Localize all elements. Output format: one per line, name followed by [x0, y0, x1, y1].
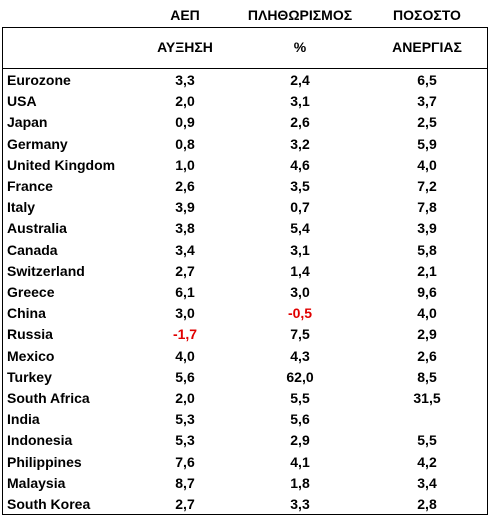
country-name: China	[7, 305, 46, 322]
unemployment-value: 5,8	[417, 241, 437, 258]
inflation-value: 5,5	[290, 390, 310, 406]
country-name: Greece	[7, 284, 55, 300]
unemployment-value: 4,0	[417, 305, 437, 322]
table-row	[0, 367, 491, 388]
table-row	[0, 282, 491, 303]
table-row	[0, 388, 491, 409]
country-name: Turkey	[7, 368, 52, 385]
header-inflation-top: ΠΛΗΘΩΡΙΣΜΟΣ	[247, 7, 353, 23]
country-name: Indonesia	[7, 432, 73, 449]
table-row	[0, 134, 491, 155]
inflation-value: 3,0	[290, 284, 310, 300]
country-name: Malaysia	[7, 474, 66, 491]
unemployment-value: 8,5	[417, 368, 437, 385]
country-name: India	[7, 411, 40, 428]
gdp-growth-value: 4,0	[175, 347, 195, 364]
unemployment-value: 5,5	[417, 432, 437, 449]
country-name: Japan	[7, 114, 48, 131]
unemployment-value: 7,2	[417, 178, 437, 194]
table-row	[0, 324, 491, 345]
gdp-growth-value: 2,7	[175, 262, 195, 279]
unemployment-value: 5,9	[417, 135, 437, 152]
gdp-growth-value: 5,6	[175, 368, 195, 385]
header-unemployment-top: ΠΟΣΟΣΤΟ	[393, 7, 461, 23]
unemployment-value: 2,6	[417, 347, 437, 364]
unemployment-value: 9,6	[417, 284, 437, 300]
table-row	[0, 346, 491, 367]
country-name: Russia	[7, 326, 53, 343]
inflation-value: -0,5	[287, 305, 313, 322]
inflation-value: 2,4	[290, 72, 310, 88]
inflation-value: 1,8	[290, 474, 310, 491]
gdp-growth-value: 7,6	[175, 453, 195, 470]
unemployment-value: 2,5	[417, 114, 437, 131]
gdp-growth-value: -1,7	[172, 326, 198, 343]
unemployment-value: 2,8	[417, 496, 437, 512]
inflation-value: 62,0	[286, 368, 314, 385]
unemployment-value: 6,5	[417, 72, 437, 88]
table-row	[0, 112, 491, 133]
inflation-value: 0,7	[290, 199, 310, 216]
table-row	[0, 303, 491, 324]
inflation-value: 5,4	[290, 220, 310, 237]
gdp-growth-value: 3,9	[175, 199, 195, 216]
unemployment-value: 3,9	[417, 220, 437, 237]
table-row	[0, 197, 491, 218]
table-row	[0, 176, 491, 197]
gdp-growth-value: 8,7	[175, 474, 195, 491]
gdp-growth-value: 6,1	[175, 284, 195, 300]
unemployment-value: 31,5	[413, 390, 441, 406]
country-name: United Kingdom	[7, 156, 116, 173]
table-row	[0, 218, 491, 239]
inflation-value: 3,1	[290, 93, 310, 110]
country-name: Canada	[7, 241, 58, 258]
table-row	[0, 473, 491, 494]
gdp-growth-value: 3,3	[175, 72, 195, 88]
unemployment-value: 2,1	[417, 262, 437, 279]
inflation-value: 7,5	[290, 326, 310, 343]
gdp-growth-value: 0,8	[175, 135, 195, 152]
inflation-value: 2,9	[290, 432, 310, 449]
country-name: Eurozone	[7, 72, 71, 88]
gdp-growth-value: 2,7	[175, 496, 195, 512]
unemployment-value: 4,2	[417, 453, 437, 470]
country-name: Australia	[7, 220, 67, 237]
header-gdp-bottom: ΑΥΞΗΣΗ	[157, 39, 213, 55]
unemployment-value: 3,4	[417, 474, 437, 491]
table-row	[0, 494, 491, 515]
inflation-value: 1,4	[290, 262, 310, 279]
country-name: South Africa	[7, 390, 90, 406]
country-name: Italy	[7, 199, 36, 216]
unemployment-value: 7,8	[417, 199, 437, 216]
table-row	[0, 91, 491, 112]
header-unemployment-bottom: ΑΝΕΡΓΙΑΣ	[392, 39, 462, 55]
gdp-growth-value: 5,3	[175, 432, 195, 449]
header-inflation-bottom: %	[293, 39, 307, 55]
gdp-growth-value: 5,3	[175, 411, 195, 428]
gdp-growth-value: 2,0	[175, 93, 195, 110]
inflation-value: 4,3	[290, 347, 310, 364]
table-row	[0, 70, 491, 91]
country-name: Germany	[7, 135, 68, 152]
gdp-growth-value: 2,0	[175, 390, 195, 406]
country-name: Mexico	[7, 347, 55, 364]
table-row	[0, 261, 491, 282]
table-row	[0, 430, 491, 451]
header-row-bottom	[0, 27, 491, 69]
table-row	[0, 452, 491, 473]
unemployment-value: 2,9	[417, 326, 437, 343]
inflation-value: 2,6	[290, 114, 310, 131]
inflation-value: 3,5	[290, 178, 310, 194]
header-gdp-top: ΑΕΠ	[170, 7, 200, 23]
table-row	[0, 409, 491, 430]
inflation-value: 3,1	[290, 241, 310, 258]
gdp-growth-value: 3,0	[175, 305, 195, 322]
gdp-growth-value: 3,4	[175, 241, 195, 258]
gdp-growth-value: 0,9	[175, 114, 195, 131]
table-row	[0, 240, 491, 261]
inflation-value: 5,6	[290, 411, 310, 428]
gdp-growth-value: 1,0	[175, 156, 195, 173]
unemployment-value: 4,0	[417, 156, 437, 173]
country-name: South Korea	[7, 496, 91, 512]
gdp-growth-value: 2,6	[175, 178, 195, 194]
country-name: USA	[7, 93, 37, 110]
inflation-value: 3,3	[290, 496, 310, 512]
inflation-value: 4,1	[290, 453, 310, 470]
header-row-top	[0, 0, 491, 27]
inflation-value: 4,6	[290, 156, 310, 173]
country-name: Switzerland	[7, 262, 85, 279]
country-name: Philippines	[7, 453, 82, 470]
unemployment-value: 3,7	[417, 93, 437, 110]
country-name: France	[7, 178, 53, 194]
table-row	[0, 155, 491, 176]
inflation-value: 3,2	[290, 135, 310, 152]
gdp-growth-value: 3,8	[175, 220, 195, 237]
